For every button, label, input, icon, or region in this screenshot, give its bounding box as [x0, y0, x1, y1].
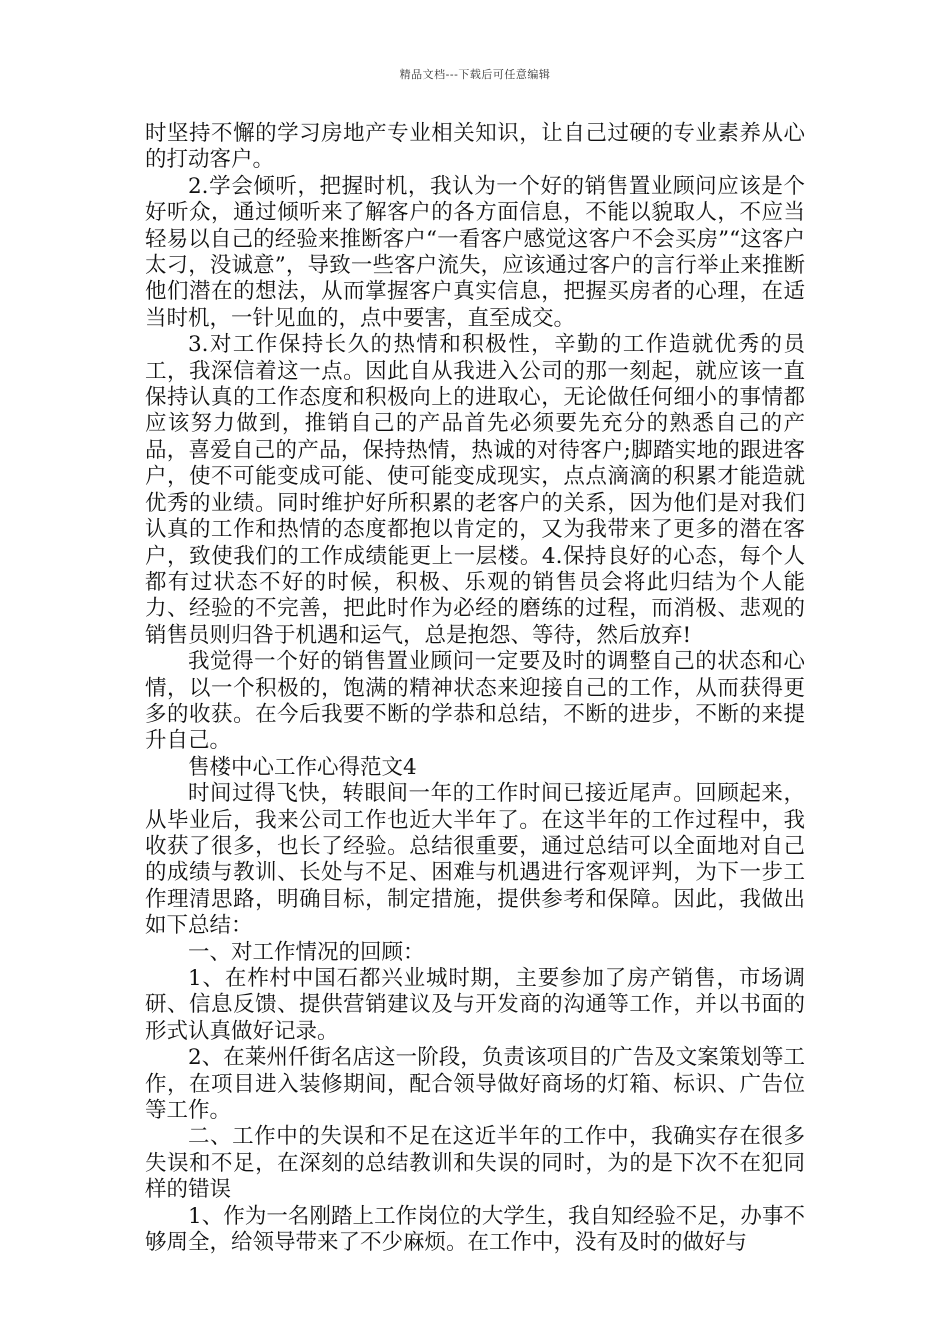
paragraph: 2.学会倾听，把握时机，我认为一个好的销售置业顾问应该是个好听众，通过倾听来了解客户的各方面信息，不能以貌取人，不应当轻易以自己的经验来推断客户“一看客户感觉这客户不会买房”“这客户太刁，没诚意”，导致一些客户流失，应该通过客户的言行举止来推断他们潜在的想法，从而掌握客户真实信息，把握买房者的心理，在适当时机，一针见血的，点中要害，直至成交。: [145, 173, 805, 331]
page-header: 精品文档---下载后可任意编辑: [399, 68, 551, 81]
section-heading: 售楼中心工作心得范文4: [188, 754, 417, 780]
document-body: [145, 121, 805, 1256]
section-heading: 一、对工作情况的回顾：: [188, 939, 425, 965]
paragraph: 时间过得飞快，转眼间一年的工作时间已接近尾声。回顾起来，从毕业后，我来公司工作也近大半年了。在这半年的工作过程中，我收获了很多，也长了经验。总结很重要，通过总结可以全面地对自己的成绩与教训、长处与不足、困难与机遇进行客观评判，为下一步工作理清思路，明确目标，制定措施，提供参考和保障。因此，我做出如下总结：: [145, 781, 805, 939]
paragraph: 2、在莱州仟街名店这一阶段，负责该项目的广告及文案策划等工作，在项目进入装修期间，配合领导做好商场的灯箱、标识、广告位等工作。: [145, 1045, 805, 1124]
paragraph: 我觉得一个好的销售置业顾问一定要及时的调整自己的状态和心情，以一个积极的，饱满的精神状态来迎接自己的工作，从而获得更多的收获。在今后我要不断的学恭和总结，不断的进步，不断的来提升自己。: [145, 649, 805, 754]
paragraph: 1、作为一名刚踏上工作岗位的大学生，我自知经验不足，办事不够周全，给领导带来了不少麻烦。在工作中，没有及时的做好与: [145, 1203, 805, 1256]
paragraph: 二、工作中的失误和不足在这近半年的工作中，我确实存在很多失误和不足，在深刻的总结教训和失误的同时，为的是下次不在犯同样的错误: [145, 1124, 805, 1203]
paragraph: 1、在柞村中国石都兴业城时期，主要参加了房产销售，市场调研、信息反馈、提供营销建议及与开发商的沟通等工作，并以书面的形式认真做好记录。: [145, 966, 805, 1044]
paragraph: 时坚持不懈的学习房地产专业相关知识，让自己过硬的专业素养从心的打动客户。: [145, 121, 805, 173]
paragraph: 3.对工作保持长久的热情和积极性，辛勤的工作造就优秀的员工，我深信着这一点。因此自从我进入公司的那一刻起，就应该一直保持认真的工作态度和积极向上的进取心，无论做任何细小的事情都应该努力做到，推销自己的产品首先必须要先充分的熟悉自己的产品，喜爱自己的产品，保持热情，热诚的对待客户;脚踏实地的跟进客户，使不可能变成可能、使可能变成现实，点点滴滴的积累才能造就优秀的业绩。同时维护好所积累的老客户的关系，因为他们是对我们认真的工作和热情的态度都抱以肯定的，又为我带来了更多的潜在客户，致使我们的工作成绩能更上一层楼。4.保持良好的心态，每个人都有过状态不好的时候，积极、乐观的销售员会将此归结为个人能力、经验的不完善，把此时作为必经的磨练的过程，而消极、悲观的销售员则归咎于机遇和运气，总是抱怨、等待，然后放弃!: [145, 332, 805, 648]
